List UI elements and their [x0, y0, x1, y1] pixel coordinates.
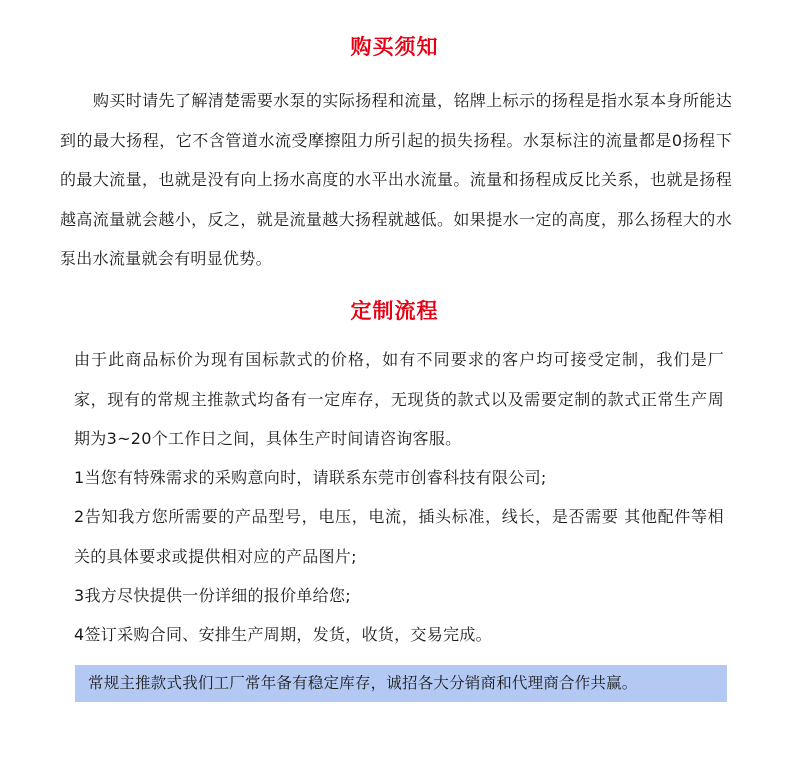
custom-process-title: 定制流程 [350, 299, 439, 323]
process-step-3: 3我方尽快提供一份详细的报价单给您; [74, 586, 351, 605]
dealer-recruit-banner [75, 665, 727, 702]
banner-text: 常规主推款式我们工厂常年备有稳定库存，诚招各大分销商和代理商合作共赢。 [88, 674, 638, 692]
purchase-notice-title: 购买须知 [350, 35, 439, 59]
process-step-2: 2告知我方您所需要的产品型号，电压，电流，插头标准，线长，是否需要 其他配件等相关的具体要求或提供相对应的产品图片; [74, 507, 724, 566]
process-step-1: 1当您有特殊需求的采购意向时，请联系东莞市创睿科技有限公司; [74, 468, 547, 487]
custom-process-intro: 由于此商品标价为现有国标款式的价格，如有不同要求的客户均可接受定制，我们是厂家，现有的常规主推款式均备有一定库存，无现货的款式以及需要定制的款式正常生产周期为3~20个工作日之间，具体生产时间请咨询客服。 [74, 350, 724, 448]
purchase-notice-body: 购买时请先了解清楚需要水泵的实际扬程和流量，铭牌上标示的扬程是指水泵本身所能达到的最大扬程，它不含管道水流受摩擦阻力所引起的损失扬程。水泵标注的流量都是0扬程下的最大流量，也就是没有向上扬水高度的水平出水流量。流量和扬程成反比关系，也就是扬程越高流量就会越小，反之，就是流量越大扬程就越低。如果提水一定的高度，那么扬程大的水泵出水流量就会有明显优势。 [60, 91, 732, 268]
process-step-4: 4签订采购合同、安排生产周期，发货，收货，交易完成。 [74, 625, 492, 644]
